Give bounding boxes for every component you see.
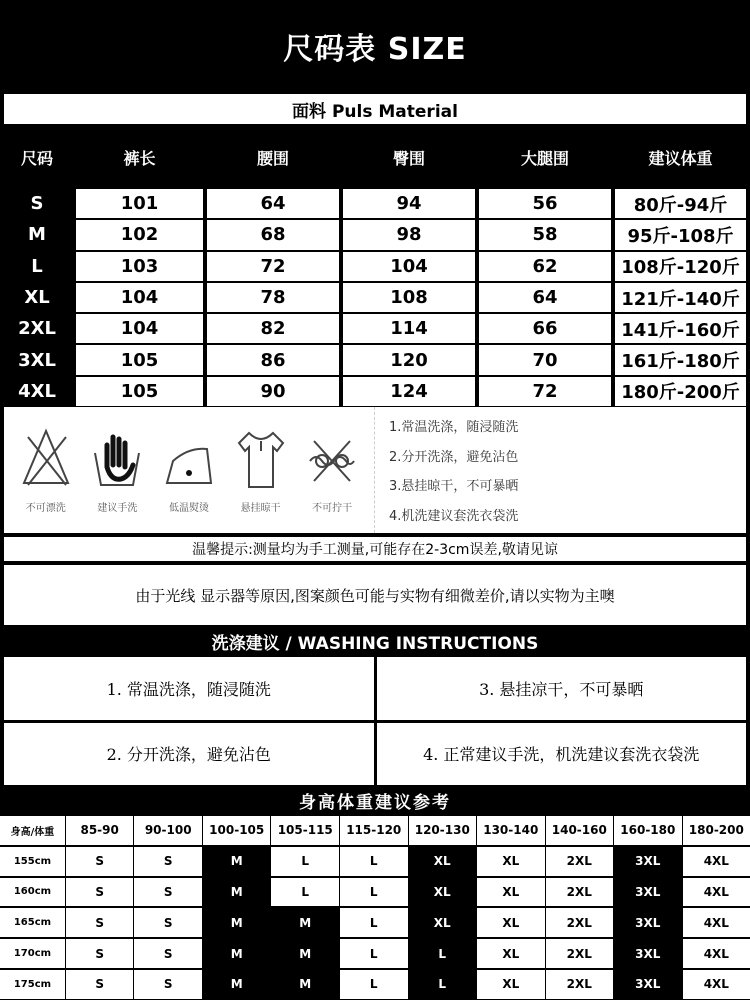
hw-height-label: 175cm	[0, 970, 65, 999]
header-hip: 臀围	[392, 148, 425, 168]
size-cell: 101	[76, 189, 203, 218]
size-row	[0, 219, 750, 250]
size-cell: 82	[207, 314, 339, 343]
size-cell: 64	[479, 283, 611, 312]
hw-size-cell: S	[66, 939, 134, 968]
size-cell: 108斤-120斤	[615, 252, 746, 281]
hw-size-cell: M	[271, 939, 339, 968]
size-cell: 94	[343, 189, 475, 218]
hw-row	[0, 907, 750, 938]
hw-size-cell: 3XL	[614, 970, 682, 999]
hw-size-cell: 4XL	[683, 878, 750, 907]
hw-size-cell: S	[134, 878, 202, 907]
care-label: 低温熨烫	[168, 502, 209, 514]
hw-weight-header: 160-180	[614, 816, 682, 845]
size-row	[0, 313, 750, 344]
size-cell: 180斤-200斤	[615, 377, 746, 406]
hw-weight-header: 140-160	[546, 816, 614, 845]
hw-size-cell: S	[66, 847, 134, 876]
size-cell: 105	[76, 377, 203, 406]
size-table	[0, 188, 750, 407]
care-item	[13, 427, 79, 514]
hw-height-label: 155cm	[0, 847, 65, 876]
size-label: L	[31, 255, 43, 277]
hw-size-cell: M	[271, 970, 339, 999]
hw-size-cell: 4XL	[683, 847, 750, 876]
size-cell: 124	[343, 377, 475, 406]
hw-size-cell: L	[409, 939, 477, 968]
header-waist: 腰围	[256, 148, 289, 168]
size-cell: 114	[343, 314, 475, 343]
size-row	[0, 376, 750, 407]
size-cell: 68	[207, 220, 339, 249]
size-cell: 86	[207, 345, 339, 374]
care-label: 不可漂洗	[25, 502, 66, 514]
washing-grid	[4, 657, 746, 785]
hw-size-cell: XL	[409, 878, 477, 907]
hw-size-cell: L	[340, 939, 408, 968]
care-panel	[4, 407, 746, 533]
care-label: 悬挂晾干	[240, 502, 281, 514]
size-label: XL	[24, 287, 50, 309]
hw-size-cell: S	[134, 970, 202, 999]
hw-row	[0, 877, 750, 908]
size-cell: 66	[479, 314, 611, 343]
size-cell: 102	[76, 220, 203, 249]
material-label: 面料 Puls Material	[4, 94, 746, 124]
hw-size-cell: S	[134, 939, 202, 968]
size-cell: 104	[343, 252, 475, 281]
no-bleach-icon	[20, 427, 72, 493]
size-cell: 103	[76, 252, 203, 281]
hang-dry-icon	[235, 427, 287, 493]
hw-size-cell: 2XL	[546, 939, 614, 968]
header-thigh: 大腿围	[520, 148, 569, 168]
hw-height-label: 170cm	[0, 939, 65, 968]
hw-size-cell: L	[340, 908, 408, 937]
size-cell: 58	[479, 220, 611, 249]
header-size: 尺码	[20, 148, 53, 168]
hw-size-cell: S	[66, 970, 134, 999]
hw-size-cell: 2XL	[546, 847, 614, 876]
hw-size-cell: XL	[477, 908, 545, 937]
washing-item: 4. 正常建议手洗，机洗建议套洗衣袋洗	[377, 723, 747, 786]
hw-weight-header: 90-100	[134, 816, 202, 845]
size-cell: 64	[207, 189, 339, 218]
size-label: M	[28, 224, 46, 246]
size-row	[0, 251, 750, 282]
care-text	[374, 407, 746, 533]
page-title: 尺码表 SIZE	[0, 0, 750, 92]
hw-size-cell: L	[340, 970, 408, 999]
size-table-header	[0, 128, 750, 186]
hw-size-cell: 2XL	[546, 908, 614, 937]
hw-size-cell: L	[409, 970, 477, 999]
size-cell: 78	[207, 283, 339, 312]
care-item	[84, 427, 150, 514]
size-row	[0, 344, 750, 375]
hw-size-cell: M	[203, 908, 271, 937]
hw-size-cell: L	[271, 878, 339, 907]
hw-size-cell: L	[271, 847, 339, 876]
height-weight-title: 身高体重建议参考	[299, 792, 451, 813]
size-label: S	[30, 193, 44, 215]
hw-size-cell: 3XL	[614, 878, 682, 907]
size-cell: 90	[207, 377, 339, 406]
care-item	[228, 427, 294, 514]
hw-size-cell: M	[203, 847, 271, 876]
header-weight: 建议体重	[648, 148, 713, 168]
hw-weight-header: 180-200	[683, 816, 750, 845]
hw-height-label: 165cm	[0, 908, 65, 937]
size-cell: 104	[76, 314, 203, 343]
size-cell: 98	[343, 220, 475, 249]
size-cell: 95斤-108斤	[615, 220, 746, 249]
care-text-line: 3.悬挂晾干，不可暴晒	[389, 479, 519, 495]
size-cell: 70	[479, 345, 611, 374]
size-row	[0, 188, 750, 219]
size-cell: 104	[76, 283, 203, 312]
hw-size-cell: XL	[477, 847, 545, 876]
hw-size-cell: 3XL	[614, 939, 682, 968]
care-label: 不可拧干	[312, 502, 353, 514]
hw-size-cell: XL	[477, 939, 545, 968]
hw-size-cell: M	[203, 939, 271, 968]
color-note: 由于光线 显示器等原因,图案颜色可能与实物有细微差价,请以实物为主噢	[4, 565, 746, 625]
size-cell: 80斤-94斤	[615, 189, 746, 218]
measurement-tip: 温馨提示:测量均为手工测量,可能存在2-3cm误差,敬请见谅	[4, 537, 746, 561]
hw-size-cell: L	[340, 878, 408, 907]
hw-weight-header: 120-130	[409, 816, 477, 845]
hw-size-cell: M	[203, 878, 271, 907]
height-weight-table	[0, 815, 750, 1000]
hw-size-cell: XL	[477, 970, 545, 999]
hw-row	[0, 846, 750, 877]
hw-size-cell: 3XL	[614, 847, 682, 876]
hw-weight-header: 105-115	[271, 816, 339, 845]
size-label: 2XL	[18, 318, 56, 340]
hw-size-cell: S	[134, 908, 202, 937]
hw-size-cell: S	[66, 878, 134, 907]
washing-item: 3. 悬挂凉干，不可暴晒	[377, 657, 747, 720]
header-length: 裤长	[123, 148, 156, 168]
size-cell: 141斤-160斤	[615, 314, 746, 343]
hw-size-cell: 4XL	[683, 970, 750, 999]
care-item	[156, 427, 222, 514]
hw-header-row	[0, 815, 750, 846]
hw-size-cell: L	[340, 847, 408, 876]
size-cell: 108	[343, 283, 475, 312]
size-cell: 62	[479, 252, 611, 281]
size-cell: 105	[76, 345, 203, 374]
hw-size-cell: S	[134, 847, 202, 876]
size-row	[0, 282, 750, 313]
care-text-line: 4.机洗建议套洗衣袋洗	[389, 508, 519, 524]
care-text-line: 1.常温洗涤，随浸随洗	[389, 420, 519, 436]
size-label: 3XL	[18, 349, 56, 371]
size-cell: 161斤-180斤	[615, 345, 746, 374]
washing-item: 2. 分开洗涤，避免沾色	[4, 723, 374, 786]
hw-height-label: 160cm	[0, 878, 65, 907]
size-cell: 72	[479, 377, 611, 406]
hw-size-cell: XL	[409, 908, 477, 937]
size-cell: 72	[207, 252, 339, 281]
hw-size-cell: M	[203, 970, 271, 999]
size-cell: 56	[479, 189, 611, 218]
low-temp-iron-icon	[163, 427, 215, 493]
hw-weight-header: 115-120	[340, 816, 408, 845]
size-label: 4XL	[18, 380, 56, 402]
hw-size-cell: S	[66, 908, 134, 937]
hw-corner: 身高/体重	[0, 816, 65, 845]
hw-weight-header: 130-140	[477, 816, 545, 845]
hw-size-cell: M	[271, 908, 339, 937]
care-item	[299, 427, 365, 514]
washing-item: 1. 常温洗涤，随浸随洗	[4, 657, 374, 720]
care-icons	[4, 407, 374, 533]
care-label: 建议手洗	[97, 502, 138, 514]
hw-row	[0, 969, 750, 1000]
hand-wash-icon	[91, 427, 143, 493]
hw-size-cell: XL	[409, 847, 477, 876]
size-cell: 121斤-140斤	[615, 283, 746, 312]
hw-size-cell: XL	[477, 878, 545, 907]
hw-size-cell: 2XL	[546, 970, 614, 999]
care-text-line: 2.分开洗涤，避免沾色	[389, 449, 519, 465]
hw-row	[0, 938, 750, 969]
hw-size-cell: 4XL	[683, 939, 750, 968]
washing-title: 洗涤建议 / WASHING INSTRUCTIONS	[211, 633, 539, 654]
hw-size-cell: 3XL	[614, 908, 682, 937]
size-cell: 120	[343, 345, 475, 374]
hw-size-cell: 4XL	[683, 908, 750, 937]
hw-size-cell: 2XL	[546, 878, 614, 907]
no-wring-icon	[306, 427, 358, 493]
hw-weight-header: 100-105	[203, 816, 271, 845]
hw-weight-header: 85-90	[66, 816, 134, 845]
